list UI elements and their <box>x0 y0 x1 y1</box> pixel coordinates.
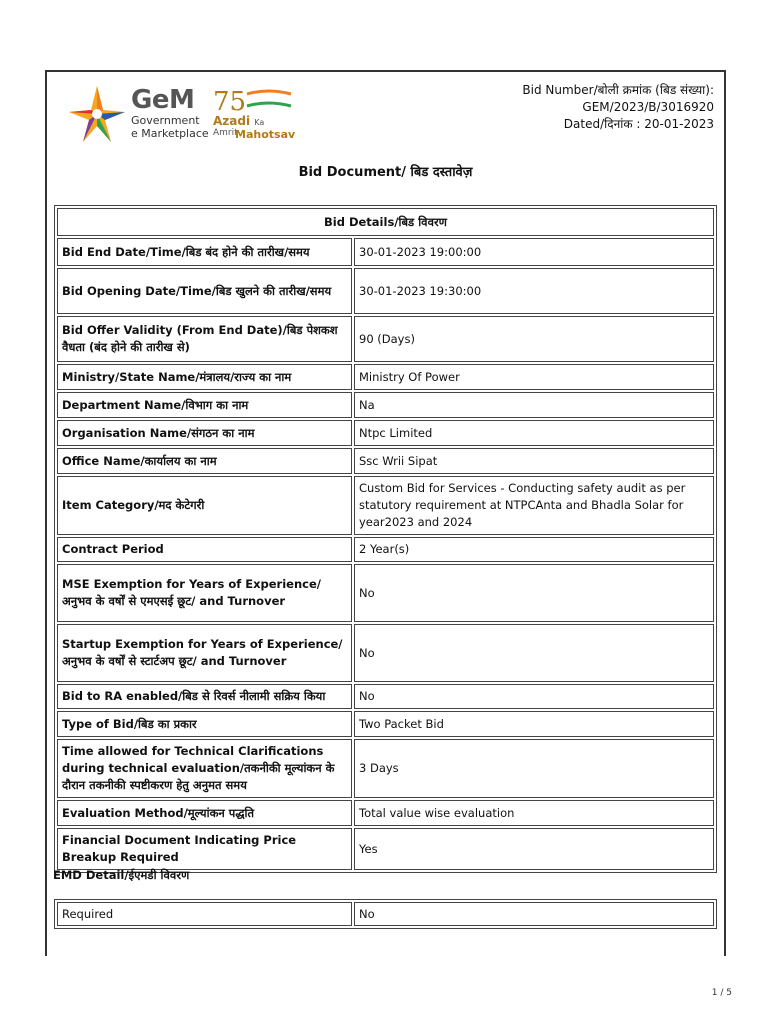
table-row <box>57 564 714 622</box>
detail-value: Ministry Of Power <box>354 364 714 390</box>
table-row <box>57 268 714 314</box>
detail-value: No <box>354 624 714 682</box>
bid-number-block <box>522 82 714 133</box>
detail-value: Total value wise evaluation <box>354 800 714 826</box>
table-row <box>57 537 714 562</box>
azadi-75-emblem-icon <box>213 86 293 116</box>
table-row <box>57 711 714 737</box>
table-row <box>57 828 714 870</box>
gem-logo <box>67 84 307 144</box>
table-row <box>57 739 714 798</box>
gem-logo-line1: Government <box>131 114 200 127</box>
detail-value: Two Packet Bid <box>354 711 714 737</box>
azadi-ka-amrit-mahotsav-logo <box>213 86 323 146</box>
bid-number-label: Bid Number/बोली क्रमांक (बिड संख्या): <box>522 83 714 97</box>
detail-value: Ssc Wrii Sipat <box>354 448 714 474</box>
detail-label: Organisation Name/संगठन का नाम <box>57 420 352 446</box>
detail-label: Department Name/विभाग का नाम <box>57 392 352 418</box>
detail-label: Bid to RA enabled/बिड से रिवर्स नीलामी सक्रिय किया <box>57 684 352 709</box>
table-row <box>57 238 714 266</box>
detail-value: Na <box>354 392 714 418</box>
bid-details-header-row <box>57 208 714 236</box>
bid-document-page <box>45 70 726 956</box>
table-row <box>57 476 714 535</box>
page-number: 1 / 5 <box>711 988 732 998</box>
detail-label: Evaluation Method/मूल्यांकन पद्धति <box>57 800 352 826</box>
gem-logo-line2: e Marketplace <box>131 127 209 140</box>
document-title: Bid Document/ बिड दस्तावेज़ <box>298 165 473 180</box>
detail-label: Time allowed for Technical Clarifications during technical evaluation/तकनीकी मूल्यांकन के दौरान तकनीकी स्पष्टीकरण हेतु अनुमत समय <box>57 739 352 798</box>
emd-detail-title: EMD Detail/ईएमडी विवरण <box>53 868 190 882</box>
svg-text:75: 75 <box>213 87 247 116</box>
table-row <box>57 448 714 474</box>
emd-required-label: Required <box>57 902 352 926</box>
gem-star-icon <box>67 84 127 144</box>
table-row <box>57 684 714 709</box>
detail-label: Bid Opening Date/Time/बिड खुलने की तारीख/समय <box>57 268 352 314</box>
detail-value: 30-01-2023 19:30:00 <box>354 268 714 314</box>
detail-value: Custom Bid for Services - Conducting safety audit as per statutory requirement at NTPCAnta and Bhadla Solar for year2023 and 2024 <box>354 476 714 535</box>
detail-label: Bid End Date/Time/बिड बंद होने की तारीख/समय <box>57 238 352 266</box>
table-row <box>57 316 714 362</box>
table-row <box>57 800 714 826</box>
detail-label: Financial Document Indicating Price Breakup Required <box>57 828 352 870</box>
table-row <box>57 902 714 926</box>
ka-word: Ka <box>254 118 265 127</box>
detail-label: Ministry/State Name/मंत्रालय/राज्य का नाम <box>57 364 352 390</box>
detail-value: 2 Year(s) <box>354 537 714 562</box>
detail-label: Office Name/कार्यालय का नाम <box>57 448 352 474</box>
detail-value: Yes <box>354 828 714 870</box>
mahotsav-word: Mahotsav <box>235 128 296 141</box>
detail-value: 90 (Days) <box>354 316 714 362</box>
detail-value: 30-01-2023 19:00:00 <box>354 238 714 266</box>
detail-label: Bid Offer Validity (From End Date)/बिड पेशकश वैधता (बंद होने की तारीख से) <box>57 316 352 362</box>
detail-label: MSE Exemption for Years of Experience/अनुभव के वर्षों से एमएसई छूट/ and Turnover <box>57 564 352 622</box>
table-row <box>57 624 714 682</box>
detail-value: No <box>354 564 714 622</box>
table-row <box>57 420 714 446</box>
bid-details-header: Bid Details/बिड विवरण <box>57 208 714 236</box>
emd-detail-table <box>54 899 717 929</box>
detail-value: 3 Days <box>354 739 714 798</box>
bid-number: GEM/2023/B/3016920 <box>582 100 714 114</box>
detail-label: Startup Exemption for Years of Experience/अनुभव के वर्षों से स्टार्टअप छूट/ and Turnover <box>57 624 352 682</box>
detail-label: Item Category/मद केटेगरी <box>57 476 352 535</box>
gem-logo-name: GeM <box>131 85 195 115</box>
detail-label: Type of Bid/बिड का प्रकार <box>57 711 352 737</box>
bid-details-table <box>54 205 717 873</box>
bid-dated: Dated/दिनांक : 20-01-2023 <box>563 117 714 131</box>
table-row <box>57 364 714 390</box>
detail-value: No <box>354 684 714 709</box>
amrit-word: Amrit <box>213 128 238 138</box>
azadi-word: Azadi <box>213 114 251 128</box>
emd-required-value: No <box>354 902 714 926</box>
detail-value: Ntpc Limited <box>354 420 714 446</box>
table-row <box>57 392 714 418</box>
detail-label: Contract Period <box>57 537 352 562</box>
